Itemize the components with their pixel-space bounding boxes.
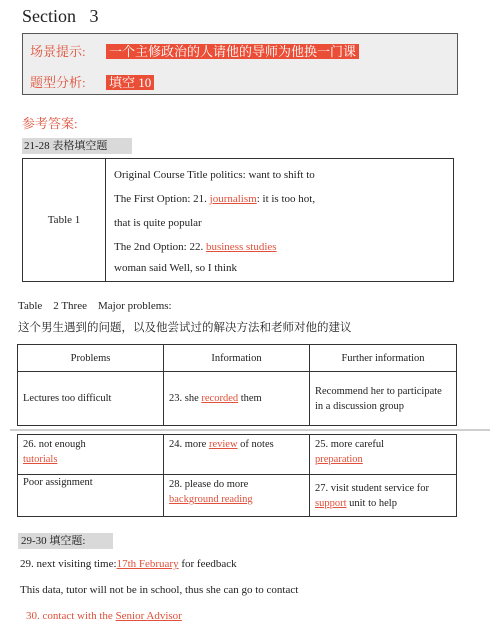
answer-26: tutorials	[23, 454, 58, 465]
scene-value: 一个主修政治的人请他的导师为他换一门课	[106, 44, 359, 59]
table-2-upper	[17, 344, 457, 426]
r1-further: Recommend her to participate in a discussion group	[310, 372, 457, 426]
t1-line-1: Original Course Title politics: want to shift to	[114, 169, 315, 181]
part2-heading-text: 29-30 填空题:	[21, 535, 86, 547]
t1-line-2: The First Option: 21. journalism: it is too hot,	[114, 193, 316, 205]
r3-info: 28. please do more background reading	[164, 475, 310, 517]
col-further: Further information	[310, 345, 457, 372]
page-divider	[10, 429, 490, 431]
t1-line-4: The 2nd Option: 22. business studies	[114, 241, 277, 253]
part1-heading	[22, 138, 132, 154]
scene-label: 场景提示:	[30, 44, 86, 59]
r1-info: 23. she recorded them	[164, 372, 310, 426]
answer-23: recorded	[201, 393, 239, 404]
section-title	[22, 6, 99, 27]
table-2-lower	[17, 434, 457, 517]
part1-heading-text: 21-28 表格填空题	[24, 140, 108, 152]
r2-further: 25. more careful preparation	[310, 435, 457, 475]
type-label: 题型分析:	[30, 75, 86, 90]
scene-row	[30, 41, 359, 60]
t1-line-3: that is quite popular	[114, 217, 202, 229]
answer-29: 17th February	[116, 558, 179, 570]
r2-info: 24. more review of notes	[164, 435, 310, 475]
type-value: 填空 10	[106, 75, 154, 90]
r2-problem: 26. not enough tutorials	[18, 435, 164, 475]
answer-30: Senior Advisor	[115, 610, 182, 622]
type-row	[30, 72, 154, 91]
answer-21: journalism	[209, 193, 257, 205]
r1-problem: Lectures too difficult	[18, 372, 164, 426]
section-label: Section	[22, 6, 76, 26]
table-1-label: Table 1	[23, 159, 106, 282]
part2-heading	[18, 533, 113, 549]
answer-25: preparation	[315, 454, 363, 465]
answer-support: support	[315, 497, 347, 509]
table-1	[22, 158, 454, 282]
table-1-content	[106, 159, 454, 282]
answer-28: background reading	[169, 494, 253, 505]
part2-line-2: This data, tutor will not be in school, thus she can go to contact	[20, 584, 299, 596]
r3-problem: Poor assignment	[18, 475, 164, 517]
col-problems: Problems	[18, 345, 164, 372]
part2-line-3: 30. contact with the Senior Advisor	[26, 610, 182, 622]
col-information: Information	[164, 345, 310, 372]
r3-further: 27. visit student service for support unit to help	[310, 475, 457, 517]
section-number: 3	[89, 6, 99, 26]
answer-24: review	[208, 439, 238, 450]
table2-subtitle: 这个男生遇到的问题，以及他尝试过的解决方法和老师对他的建议	[18, 322, 352, 334]
t1-line-5: woman said Well, so I think	[114, 262, 237, 274]
answer-22: business studies	[205, 241, 277, 253]
part2-line-1: 29. next visiting time:17th February for feedback	[20, 558, 237, 570]
answer-heading: 参考答案:	[22, 116, 78, 131]
table2-title: Table 2 Three Major problems:	[18, 300, 172, 312]
